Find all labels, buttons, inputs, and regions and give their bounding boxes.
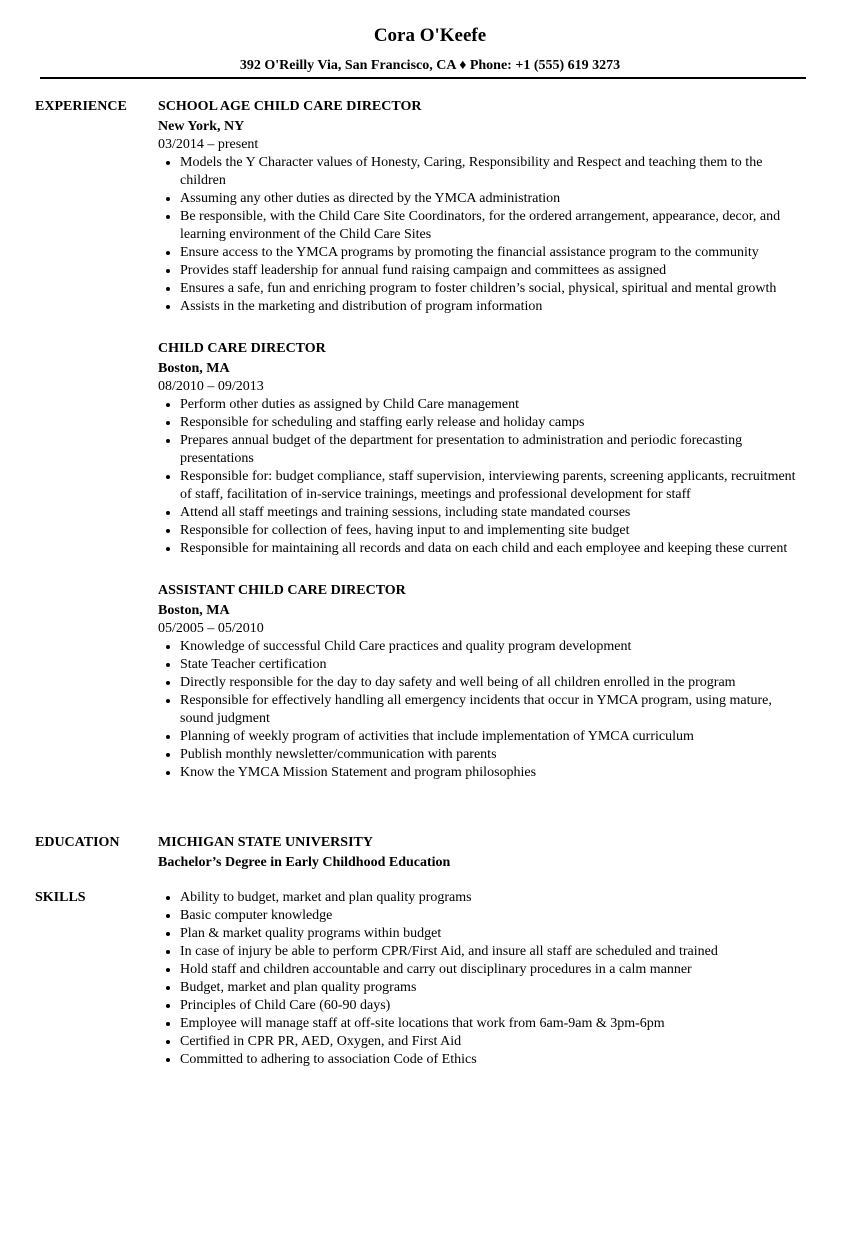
list-item: • Responsible for collection of fees, having input to and implementing site budget [180, 522, 808, 540]
list-item: • Perform other duties as assigned by Child Care management [180, 396, 808, 414]
address: 392 O'Reilly Via, San Francisco, CA [239, 58, 456, 73]
job-title: ASSISTANT CHILD CARE DIRECTOR [158, 583, 406, 598]
list-item: • Be responsible, with the Child Care Site Coordinators, for the ordered arrangement, appearance, decor, and learning environment of the Child Care Sites [180, 208, 808, 244]
list-item: • Hold staff and children accountable and carry out disciplinary procedures in a calm manner [180, 961, 808, 979]
list-item: • Principles of Child Care (60-90 days) [180, 997, 808, 1015]
job-entry [158, 98, 808, 316]
list-item: • Attend all staff meetings and training sessions, including state mandated courses [180, 504, 808, 522]
section-label: EXPERIENCE [35, 99, 127, 114]
job-dates: 05/2005 – 05/2010 [158, 621, 264, 636]
section-label: EDUCATION [35, 835, 120, 850]
job-dates: 08/2010 – 09/2013 [158, 379, 264, 394]
list-item: • Assuming any other duties as directed by the YMCA administration [180, 190, 808, 208]
diamond-separator-icon: ♦ [459, 58, 467, 73]
section-label: SKILLS [35, 890, 86, 905]
skills-section [35, 889, 815, 1069]
list-item: • Directly responsible for the day to day safety and well being of all children enrolled in the program [180, 674, 808, 692]
list-item: • In case of injury be able to perform CPR/First Aid, and insure all staff are scheduled and trained [180, 943, 808, 961]
list-item: • Committed to adhering to association Code of Ethics [180, 1051, 808, 1069]
list-item: • Planning of weekly program of activities that include implementation of YMCA curriculum [180, 728, 808, 746]
list-item: • Certified in CPR PR, AED, Oxygen, and First Aid [180, 1033, 808, 1051]
degree: Bachelor’s Degree in Early Childhood Education [158, 855, 451, 870]
list-item: • Budget, market and plan quality programs [180, 979, 808, 997]
candidate-name: Cora O'Keefe [373, 25, 487, 46]
list-item: • Publish monthly newsletter/communication with parents [180, 746, 808, 764]
list-item: • Ensures a safe, fun and enriching program to foster children’s social, physical, spiritual and mental growth [180, 280, 808, 298]
header-divider [40, 77, 806, 79]
list-item: • Knowledge of successful Child Care practices and quality program development [180, 638, 808, 656]
list-item: • Know the YMCA Mission Statement and program philosophies [180, 764, 808, 782]
list-item: • Responsible for: budget compliance, staff supervision, interviewing parents, screening applicants, recruitment of staff, facilitation of in-service trainings, meetings and professional development for staff [180, 468, 808, 504]
list-item: • Provides staff leadership for annual fund raising campaign and committees as assigned [180, 262, 808, 280]
job-bullets [158, 638, 808, 782]
job-location: Boston, MA [158, 603, 230, 618]
list-item: • Basic computer knowledge [180, 907, 808, 925]
phone: Phone: +1 (555) 619 3273 [469, 58, 621, 73]
list-item: • Responsible for scheduling and staffing early release and holiday camps [180, 414, 808, 432]
education-section [35, 834, 815, 872]
list-item: • Ability to budget, market and plan quality programs [180, 889, 808, 907]
experience-section [35, 98, 815, 806]
list-item: • Prepares annual budget of the department for presentation to administration and periodic forecasting presentations [180, 432, 808, 468]
list-item: • Models the Y Character values of Honesty, Caring, Responsibility and Respect and teaching them to the children [180, 154, 808, 190]
list-item: • Ensure access to the YMCA programs by promoting the financial assistance program to the community [180, 244, 808, 262]
job-location: New York, NY [158, 119, 245, 134]
job-dates: 03/2014 – present [158, 137, 259, 152]
list-item: • Assists in the marketing and distribution of program information [180, 298, 808, 316]
list-item: • Employee will manage staff at off-site locations that work from 6am-9am & 3pm-6pm [180, 1015, 808, 1033]
school-name: MICHIGAN STATE UNIVERSITY [158, 835, 373, 850]
job-title: CHILD CARE DIRECTOR [158, 341, 326, 356]
contact-line [0, 58, 860, 74]
job-entry [158, 582, 808, 782]
job-title: SCHOOL AGE CHILD CARE DIRECTOR [158, 99, 422, 114]
list-item: • Responsible for effectively handling all emergency incidents that occur in YMCA program, using mature, sound judgment [180, 692, 808, 728]
job-entry [158, 340, 808, 558]
job-bullets [158, 154, 808, 316]
job-bullets [158, 396, 808, 558]
list-item: • State Teacher certification [180, 656, 808, 674]
list-item: • Responsible for maintaining all records and data on each child and each employee and keeping these current [180, 540, 808, 558]
job-location: Boston, MA [158, 361, 230, 376]
skills-list [158, 889, 808, 1069]
list-item: • Plan & market quality programs within budget [180, 925, 808, 943]
